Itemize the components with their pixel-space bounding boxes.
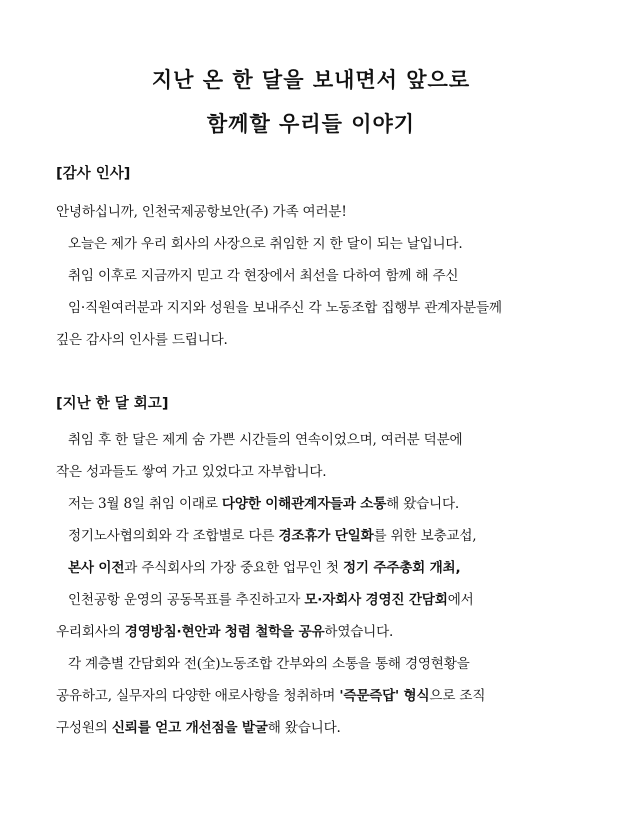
paragraph-line bbox=[68, 556, 570, 576]
text-segment: 해 왔습니다. bbox=[267, 720, 341, 736]
paragraph-line: 깊은 감사의 인사를 드립니다. bbox=[56, 332, 228, 348]
paragraph-line: 작은 성과들도 쌓여 가고 있었다고 자부합니다. bbox=[56, 464, 327, 480]
paragraph-line bbox=[68, 588, 570, 608]
text-segment: 하였습니다. bbox=[324, 624, 394, 640]
bold-text: 경조휴가 단일화 bbox=[278, 528, 374, 544]
paragraph-line: 각 계층별 간담회와 전(全)노동조합 간부와의 소통을 통해 경영현황을 bbox=[68, 656, 470, 672]
paragraph-line: 안녕하십니까, 인천국제공항보안(주) 가족 여러분! bbox=[56, 204, 347, 220]
text-segment: 우리회사의 bbox=[56, 624, 125, 640]
title-line-1: 지난 온 한 달을 보내면서 앞으로 bbox=[151, 68, 471, 92]
bold-text: 경영방침·현안과 청렴 철학을 공유 bbox=[124, 624, 325, 640]
section-heading-review: [지난 한 달 회고] bbox=[56, 396, 169, 412]
bold-text: 모·자회사 경영진 간담회 bbox=[304, 592, 448, 608]
text-segment: 해 왔습니다. bbox=[386, 496, 460, 512]
bold-text: 본사 이전 bbox=[68, 560, 125, 576]
title-line-2: 함께할 우리들 이야기 bbox=[206, 112, 416, 136]
paragraph-line: 취임 이후로 지금까지 믿고 각 현장에서 최선을 다하여 함께 해 주신 bbox=[68, 268, 459, 284]
paragraph-line bbox=[56, 684, 570, 704]
text-segment: 공유하고, 실무자의 다양한 애로사항을 청취하며 bbox=[56, 688, 340, 704]
paragraph-line bbox=[56, 620, 570, 640]
paragraph-line bbox=[68, 492, 570, 512]
bold-text: 신뢰를 얻고 개선점을 발굴 bbox=[111, 720, 268, 736]
paragraph-line: 오늘은 제가 우리 회사의 사장으로 취임한 지 한 달이 되는 날입니다. bbox=[68, 236, 463, 252]
bold-text: 정기 주주총회 개최, bbox=[342, 560, 461, 576]
text-segment: 정기노사협의회와 각 조합별로 다른 bbox=[68, 528, 279, 544]
paragraph-line: 취임 후 한 달은 제게 숨 가쁜 시간들의 연속이었으며, 여러분 덕분에 bbox=[68, 432, 463, 448]
text-segment: 저는 3월 8일 취임 이래로 bbox=[68, 496, 222, 512]
paragraph-line: 임·직원여러분과 지지와 성원을 보내주신 각 노동조합 집행부 관계자분들께 bbox=[68, 300, 502, 316]
section-heading-thanks: [감사 인사] bbox=[56, 166, 131, 182]
bold-text: '즉문즉답' 형식 bbox=[339, 688, 430, 704]
paragraph-line bbox=[68, 524, 570, 544]
text-segment: 를 위한 보충교섭, bbox=[373, 528, 477, 544]
text-segment: 으로 조직 bbox=[429, 688, 486, 704]
text-segment: 에서 bbox=[447, 592, 474, 608]
text-segment: 과 주식회사의 가장 중요한 업무인 첫 bbox=[124, 560, 343, 576]
paragraph-line bbox=[56, 716, 570, 736]
text-segment: 구성원의 bbox=[56, 720, 112, 736]
bold-text: 다양한 이해관계자들과 소통 bbox=[221, 496, 387, 512]
text-segment: 인천공항 운영의 공동목표를 추진하고자 bbox=[68, 592, 305, 608]
